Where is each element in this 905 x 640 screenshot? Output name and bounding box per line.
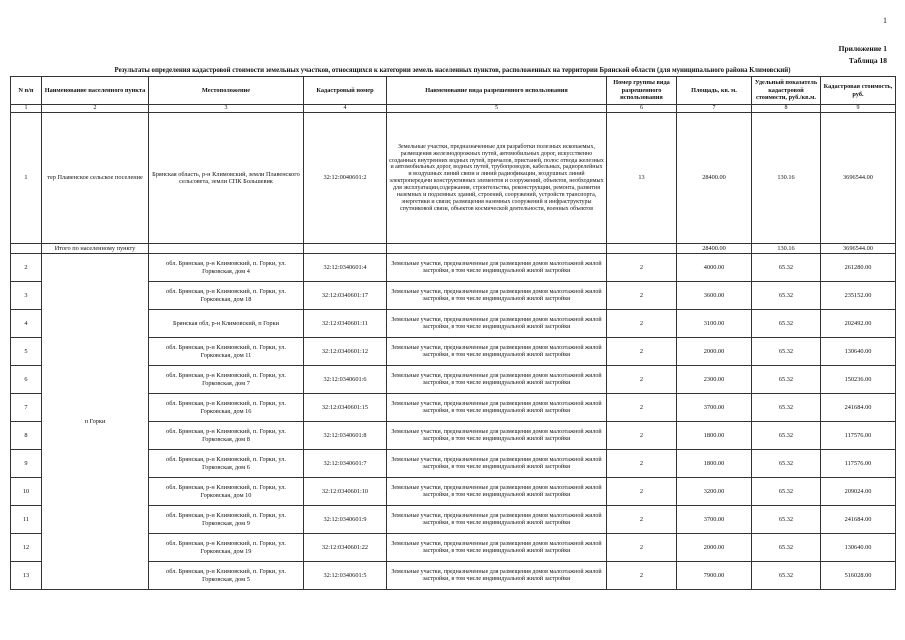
area-cell: 1800.00 <box>677 450 752 478</box>
rate-cell: 65.32 <box>752 534 821 562</box>
cadastral-number: 32:12:0340601:5 <box>304 562 387 590</box>
value-cell: 241684.00 <box>821 506 896 534</box>
empty-cell <box>304 244 387 254</box>
column-number: 3 <box>149 105 304 113</box>
column-number: 6 <box>607 105 677 113</box>
rate-cell: 65.32 <box>752 310 821 338</box>
row-number: 9 <box>11 450 42 478</box>
row-number: 11 <box>11 506 42 534</box>
rate-cell: 65.32 <box>752 562 821 590</box>
location-cell: обл. Брянская, р-н Климовский, п. Горки, ул. Горковская, дом 16 <box>149 394 304 422</box>
table-caption: Результаты определения кадастровой стоимости земельных участков, относящихся к категории земель населенных пунктов, расположенных на территории Брянской области (для муниципального района Климовский) <box>114 67 791 74</box>
group-number: 2 <box>607 366 677 394</box>
value-cell: 241684.00 <box>821 394 896 422</box>
rate-cell: 65.32 <box>752 422 821 450</box>
use-description: Земельные участки, предназначенные для размещения домов малоэтажной жилой застройки, в том числе индивидуальной жилой застройки <box>387 254 607 282</box>
page-number: 1 <box>883 16 887 25</box>
column-number: 1 <box>11 105 42 113</box>
total-label: Итого по населенному пункту <box>42 244 149 254</box>
cadastral-number: 32:12:0040601:2 <box>304 113 387 244</box>
rate-cell: 65.32 <box>752 254 821 282</box>
empty-cell <box>149 244 304 254</box>
use-description: Земельные участки, предназначенные для размещения домов малоэтажной жилой застройки, в том числе индивидуальной жилой застройки <box>387 534 607 562</box>
location-cell: Брянская область, р-н Климовский, земли Плавенского сельсовета, земли СПК Большевик <box>149 113 304 244</box>
header-cell: N п/п <box>11 77 42 105</box>
header-cell: Удельный показатель кадастровой стоимости, руб./кв.м. <box>752 77 821 105</box>
row-number: 1 <box>11 113 42 244</box>
cadastral-number: 32:12:0340601:12 <box>304 338 387 366</box>
column-number: 8 <box>752 105 821 113</box>
header-cell: Наименование вида разрешенного использования <box>387 77 607 105</box>
location-cell: обл. Брянская, р-н Климовский, п. Горки, ул. Горковская, дом 10 <box>149 478 304 506</box>
empty-cell <box>607 244 677 254</box>
cadastral-number: 32:12:0340601:7 <box>304 450 387 478</box>
use-description: Земельные участки, предназначенные для размещения домов малоэтажной жилой застройки, в том числе индивидуальной жилой застройки <box>387 506 607 534</box>
group-number: 2 <box>607 534 677 562</box>
header-cell: Номер группы вида разрешенного использования <box>607 77 677 105</box>
header-cell: Кадастровый номер <box>304 77 387 105</box>
location-cell: обл. Брянская, р-н Климовский, п. Горки, ул. Горковская, дом 7 <box>149 366 304 394</box>
use-description: Земельные участки, предназначенные для размещения домов малоэтажной жилой застройки, в том числе индивидуальной жилой застройки <box>387 422 607 450</box>
cadastral-number: 32:12:0340601:17 <box>304 282 387 310</box>
use-description: Земельные участки, предназначенные для размещения домов малоэтажной жилой застройки, в том числе индивидуальной жилой застройки <box>387 478 607 506</box>
rate-cell: 65.32 <box>752 394 821 422</box>
cadastral-number: 32:12:0340601:11 <box>304 310 387 338</box>
column-number: 4 <box>304 105 387 113</box>
area-cell: 4000.00 <box>677 254 752 282</box>
location-cell: Брянская обл, р-н Климовский, п Горки <box>149 310 304 338</box>
column-number: 2 <box>42 105 149 113</box>
group-number: 2 <box>607 422 677 450</box>
location-cell: обл. Брянская, р-н Климовский, п. Горки, ул. Горковская, дом 8 <box>149 422 304 450</box>
use-description: Земельные участки, предназначенные для размещения домов малоэтажной жилой застройки, в том числе индивидуальной жилой застройки <box>387 366 607 394</box>
value-cell: 130640.00 <box>821 534 896 562</box>
use-description: Земельные участки, предназначенные для размещения домов малоэтажной жилой застройки, в том числе индивидуальной жилой застройки <box>387 562 607 590</box>
table-number: Таблица 18 <box>848 56 887 65</box>
group-number: 2 <box>607 506 677 534</box>
value-cell: 3696544.00 <box>821 113 896 244</box>
group-number: 13 <box>607 113 677 244</box>
area-cell: 3700.00 <box>677 394 752 422</box>
cadastral-number: 32:12:0340601:8 <box>304 422 387 450</box>
cadastral-number: 32:12:0340601:15 <box>304 394 387 422</box>
empty-cell <box>387 244 607 254</box>
row-number: 10 <box>11 478 42 506</box>
location-cell: обл. Брянская, р-н Климовский, п. Горки, ул. Горковская, дом 18 <box>149 282 304 310</box>
value-cell: 202492.00 <box>821 310 896 338</box>
total-row <box>11 244 896 254</box>
header-row <box>11 77 896 105</box>
header-cell: Наименование населенного пункта <box>42 77 149 105</box>
location-cell: обл. Брянская, р-н Климовский, п. Горки, ул. Горковская, дом 4 <box>149 254 304 282</box>
group-number: 2 <box>607 254 677 282</box>
group-number: 2 <box>607 450 677 478</box>
column-number-row <box>11 105 896 113</box>
row-number: 12 <box>11 534 42 562</box>
group-number: 2 <box>607 338 677 366</box>
use-description: Земельные участки, предназначенные для размещения домов малоэтажной жилой застройки, в том числе индивидуальной жилой застройки <box>387 310 607 338</box>
value-cell: 261280.00 <box>821 254 896 282</box>
cadastral-number: 32:12:0340601:22 <box>304 534 387 562</box>
value-cell: 117576.00 <box>821 422 896 450</box>
area-cell: 2300.00 <box>677 366 752 394</box>
total-value: 3696544.00 <box>821 244 896 254</box>
header-cell: Кадастровая стоимость, руб. <box>821 77 896 105</box>
group-number: 2 <box>607 394 677 422</box>
location-cell: обл. Брянская, р-н Климовский, п. Горки, ул. Горковская, дом 11 <box>149 338 304 366</box>
row-number: 2 <box>11 254 42 282</box>
total-area: 28400.00 <box>677 244 752 254</box>
header-cell: Площадь, кв. м. <box>677 77 752 105</box>
location-cell: обл. Брянская, р-н Климовский, п. Горки, ул. Горковская, дом 19 <box>149 534 304 562</box>
location-cell: обл. Брянская, р-н Климовский, п. Горки, ул. Горковская, дом 5 <box>149 562 304 590</box>
row-number: 4 <box>11 310 42 338</box>
area-cell: 3700.00 <box>677 506 752 534</box>
group-number: 2 <box>607 310 677 338</box>
area-cell: 1800.00 <box>677 422 752 450</box>
column-number: 9 <box>821 105 896 113</box>
use-description: Земельные участки, предназначенные для размещения домов малоэтажной жилой застройки, в том числе индивидуальной жилой застройки <box>387 338 607 366</box>
appendix-label: Приложение 1 <box>838 44 887 53</box>
use-description: Земельные участки, предназначенные для размещения домов малоэтажной жилой застройки, в том числе индивидуальной жилой застройки <box>387 282 607 310</box>
row-number: 13 <box>11 562 42 590</box>
cadastral-number: 32:12:0340601:4 <box>304 254 387 282</box>
row-number: 6 <box>11 366 42 394</box>
rate-cell: 65.32 <box>752 450 821 478</box>
rate-cell: 65.32 <box>752 478 821 506</box>
rate-cell: 65.32 <box>752 282 821 310</box>
area-cell: 3100.00 <box>677 310 752 338</box>
header-cell: Местоположение <box>149 77 304 105</box>
table-row <box>11 113 896 244</box>
table-row <box>11 254 896 282</box>
total-rate: 130.16 <box>752 244 821 254</box>
rate-cell: 65.32 <box>752 506 821 534</box>
cadastral-number: 32:12:0340601:10 <box>304 478 387 506</box>
use-description: Земельные участки, предназначенные для размещения домов малоэтажной жилой застройки, в том числе индивидуальной жилой застройки <box>387 450 607 478</box>
settlement-name: п Горки <box>42 254 149 590</box>
rate-cell: 65.32 <box>752 338 821 366</box>
value-cell: 117576.00 <box>821 450 896 478</box>
column-number: 7 <box>677 105 752 113</box>
row-number: 7 <box>11 394 42 422</box>
location-cell: обл. Брянская, р-н Климовский, п. Горки, ул. Горковская, дом 6 <box>149 450 304 478</box>
value-cell: 209024.00 <box>821 478 896 506</box>
value-cell: 130640.00 <box>821 338 896 366</box>
group-number: 2 <box>607 478 677 506</box>
column-number: 5 <box>387 105 607 113</box>
cadastral-table <box>10 76 896 590</box>
area-cell: 2000.00 <box>677 338 752 366</box>
area-cell: 3200.00 <box>677 478 752 506</box>
area-cell: 28400.00 <box>677 113 752 244</box>
cadastral-number: 32:12:0340601:6 <box>304 366 387 394</box>
area-cell: 3600.00 <box>677 282 752 310</box>
group-number: 2 <box>607 562 677 590</box>
settlement-name: тер Плавенское сельское поселение <box>42 113 149 244</box>
use-description: Земельные участки, предназначенные для разработки полезных ископаемых, размещения железнодорожных путей, автомобильных дорог, искусственно созданных внутренних водных путей, причалов, пристаней, полос отвода железных и автомобильных дорог, водных путей, трубопроводов, кабельных, радиорелейных и воздушных линий связи и линий радиофикации, воздушных линий электропередачи конструктивных элементов и сооружений, объектов, необходимых для эксплуатации,содержания, строительства, реконструкции, ремонта, развития наземных и подземных зданий, строений, сооружений, устройств транспорта, энергетики и связи; размещения наземных сооружений и инфраструктуры спутниковой связи, объектов космической деятельности, военных объектов <box>387 113 607 244</box>
row-number: 5 <box>11 338 42 366</box>
value-cell: 235152.00 <box>821 282 896 310</box>
value-cell: 150236.00 <box>821 366 896 394</box>
location-cell: обл. Брянская, р-н Климовский, п. Горки, ул. Горковская, дом 9 <box>149 506 304 534</box>
cadastral-number: 32:12:0340601:9 <box>304 506 387 534</box>
area-cell: 7900.00 <box>677 562 752 590</box>
row-number: 8 <box>11 422 42 450</box>
empty-cell <box>11 244 42 254</box>
value-cell: 516028.00 <box>821 562 896 590</box>
row-number: 3 <box>11 282 42 310</box>
rate-cell: 65.32 <box>752 366 821 394</box>
area-cell: 2000.00 <box>677 534 752 562</box>
group-number: 2 <box>607 282 677 310</box>
use-description: Земельные участки, предназначенные для размещения домов малоэтажной жилой застройки, в том числе индивидуальной жилой застройки <box>387 394 607 422</box>
rate-cell: 130.16 <box>752 113 821 244</box>
